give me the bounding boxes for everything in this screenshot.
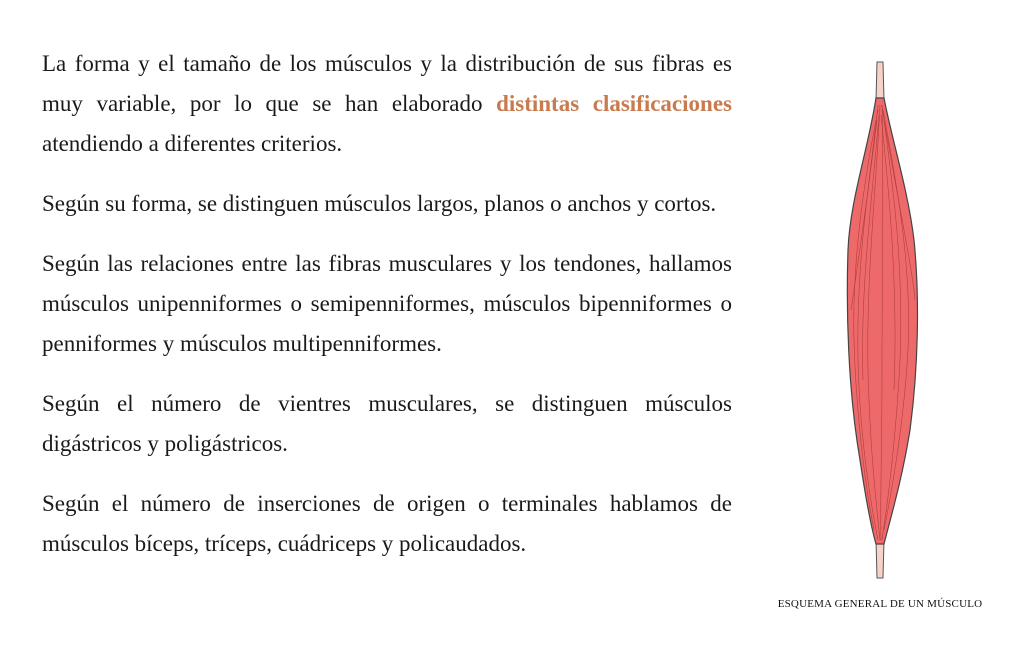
intro-text-start: La forma y el tamaño de los músculos y la distribución de sus fibras es muy variable, por lo que se han elaborado: [42, 51, 732, 116]
figure-caption: ESQUEMA GENERAL DE UN MÚSCULO: [777, 598, 983, 610]
muscle-illustration-icon: [820, 60, 940, 580]
paragraph-shape: Según su forma, se distinguen músculos largos, planos o anchos y cortos.: [42, 191, 717, 216]
muscle-figure: [760, 60, 1000, 620]
paragraph-intro: [42, 44, 732, 164]
paragraph-fibers: Según las relaciones entre las fibras musculares y los tendones, hallamos músculos unipenniformes o semipenniformes, músculos bipenniformes o penniformes y músculos multipenniformes.: [42, 251, 732, 356]
paragraph-insertions: Según el número de inserciones de origen o terminales hablamos de músculos bíceps, tríceps, cuádriceps y policaudados.: [42, 491, 732, 556]
classifications-link[interactable]: distintas clasificaciones: [496, 91, 732, 116]
article-text: [42, 44, 732, 584]
intro-text-end: atendiendo a diferentes criterios.: [42, 131, 343, 156]
paragraph-bellies: Según el número de vientres musculares, se distinguen músculos digástricos y poligástricos.: [42, 391, 732, 456]
